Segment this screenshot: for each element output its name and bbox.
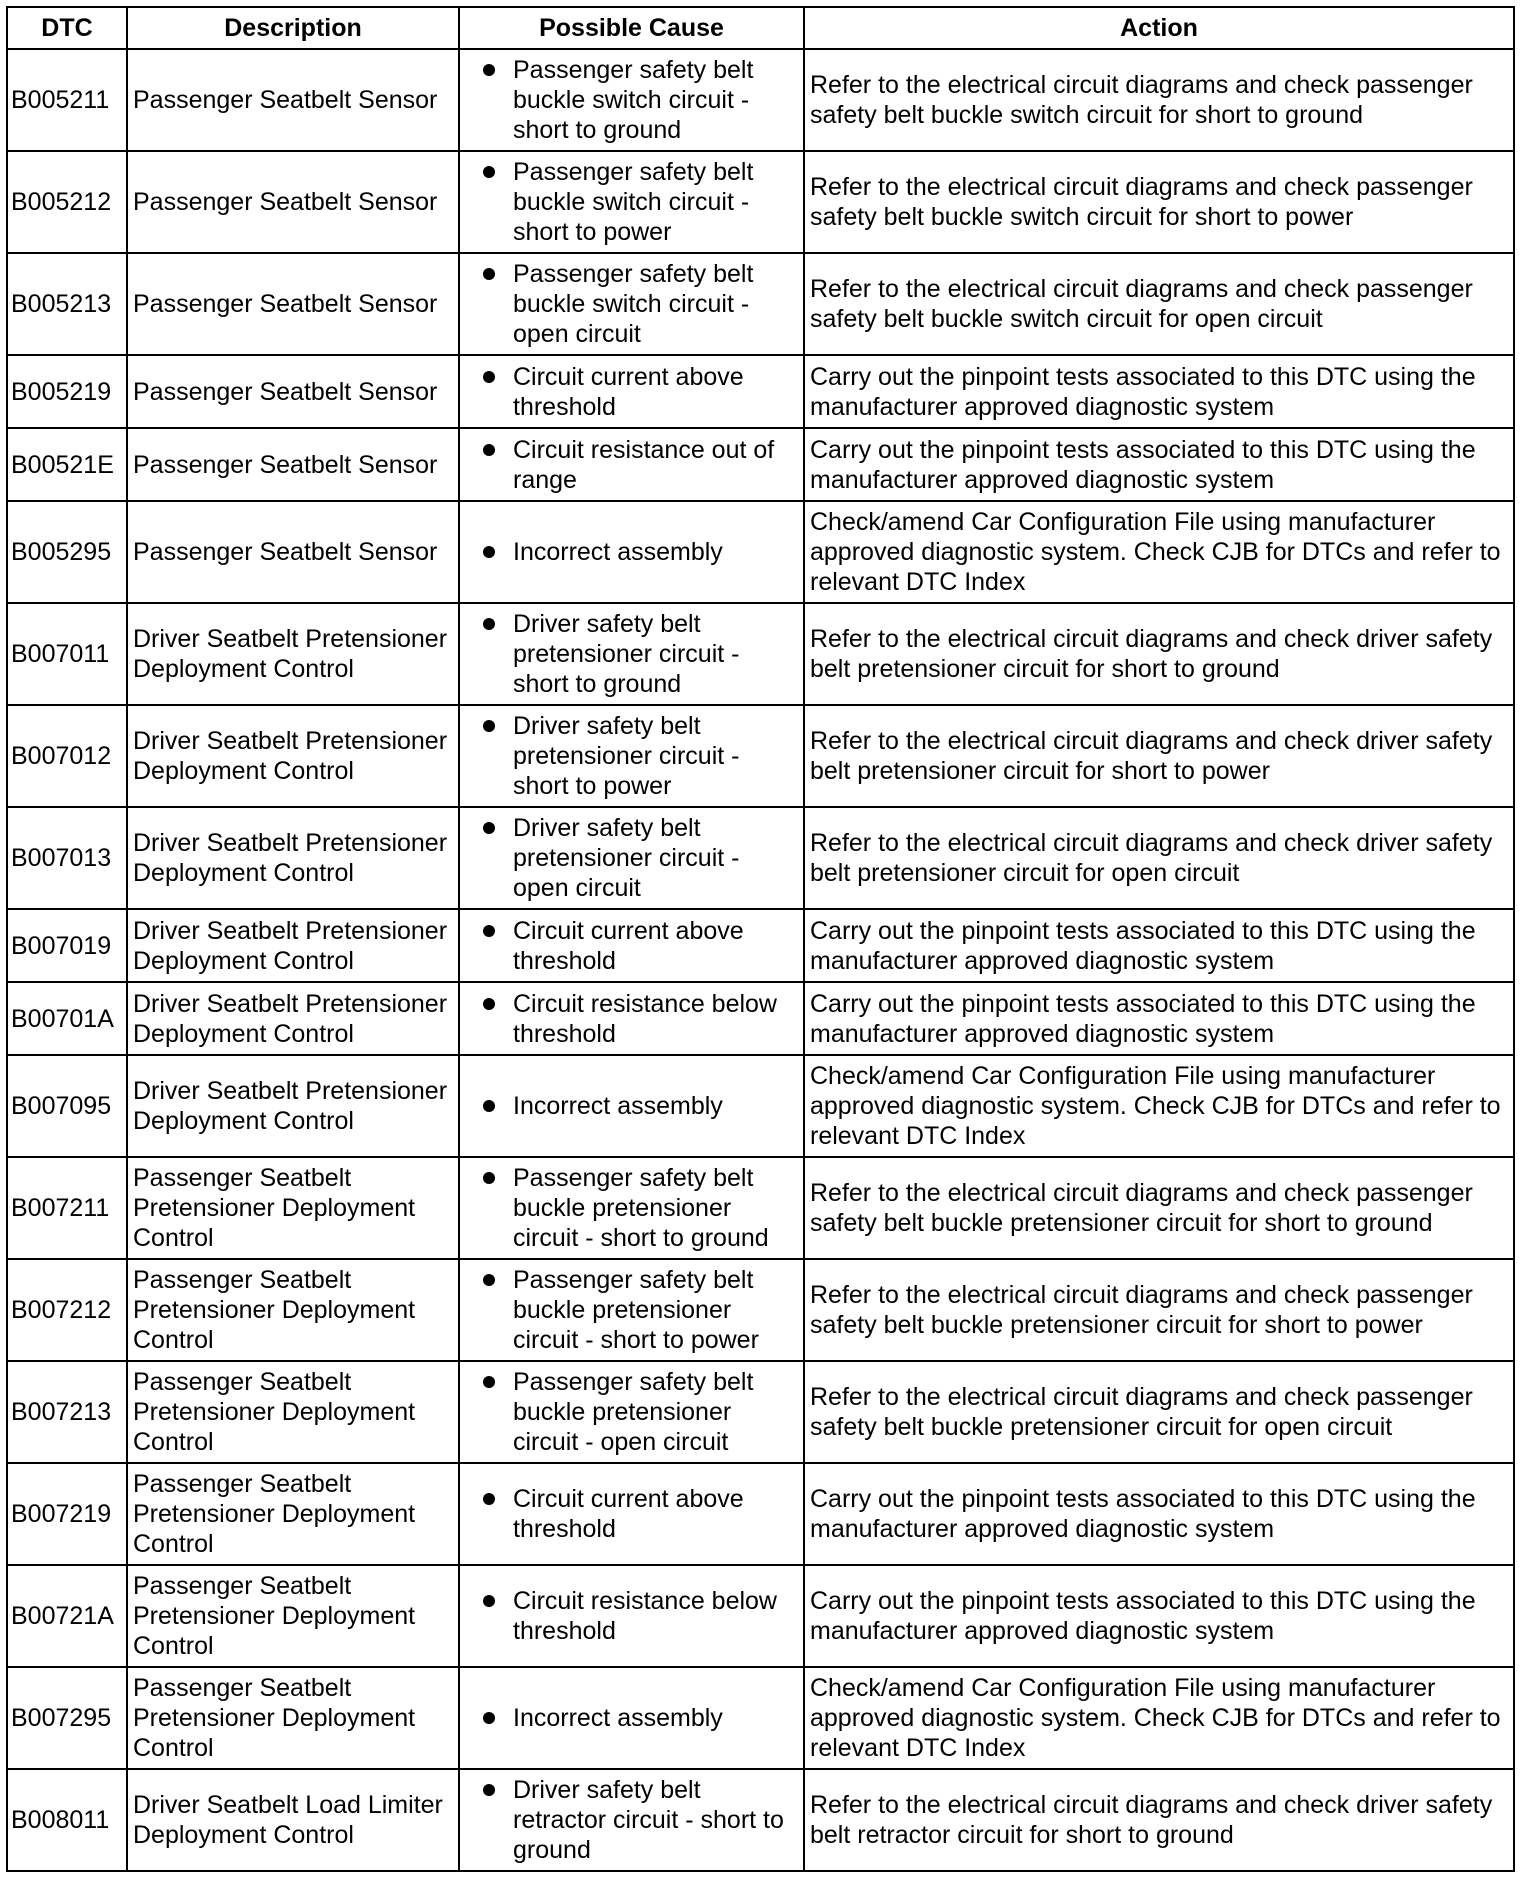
possible-cause-cell bbox=[459, 355, 804, 428]
dtc-code-cell: B007012 bbox=[7, 705, 127, 807]
possible-cause-cell bbox=[459, 501, 804, 603]
table-row bbox=[7, 807, 1514, 909]
bullet-icon bbox=[483, 925, 495, 937]
bullet-icon bbox=[483, 444, 495, 456]
action-cell: Refer to the electrical circuit diagrams and check driver safety belt pretensioner circuit for short to ground bbox=[804, 603, 1514, 705]
dtc-code-cell: B007095 bbox=[7, 1055, 127, 1157]
action-cell: Carry out the pinpoint tests associated to this DTC using the manufacturer approved diagnostic system bbox=[804, 1463, 1514, 1565]
cause-list-item bbox=[465, 1703, 798, 1733]
bullet-icon bbox=[483, 1172, 495, 1184]
bullet-icon bbox=[483, 1712, 495, 1724]
possible-cause-cell bbox=[459, 151, 804, 253]
table-row bbox=[7, 603, 1514, 705]
action-cell: Check/amend Car Configuration File using manufacturer approved diagnostic system. Check CJB for DTCs and refer to relevant DTC Index bbox=[804, 1667, 1514, 1769]
possible-cause-cell bbox=[459, 982, 804, 1055]
bullet-icon bbox=[483, 822, 495, 834]
cause-list-item bbox=[465, 813, 798, 903]
table-row bbox=[7, 1259, 1514, 1361]
action-cell: Carry out the pinpoint tests associated to this DTC using the manufacturer approved diagnostic system bbox=[804, 909, 1514, 982]
action-cell: Refer to the electrical circuit diagrams and check driver safety belt retractor circuit for short to ground bbox=[804, 1769, 1514, 1871]
bullet-icon bbox=[483, 166, 495, 178]
description-cell: Passenger Seatbelt Pretensioner Deployment Control bbox=[127, 1565, 459, 1667]
cause-text: Driver safety belt pretensioner circuit - short to ground bbox=[513, 610, 740, 698]
action-cell: Refer to the electrical circuit diagrams and check driver safety belt pretensioner circuit for open circuit bbox=[804, 807, 1514, 909]
cause-text: Driver safety belt retractor circuit - short to ground bbox=[513, 1776, 784, 1864]
possible-cause-cell bbox=[459, 603, 804, 705]
bullet-icon bbox=[483, 1595, 495, 1607]
bullet-icon bbox=[483, 720, 495, 732]
cause-list-item bbox=[465, 711, 798, 801]
table-header bbox=[7, 7, 1514, 49]
action-cell: Carry out the pinpoint tests associated to this DTC using the manufacturer approved diagnostic system bbox=[804, 1565, 1514, 1667]
cause-text: Incorrect assembly bbox=[513, 538, 723, 566]
bullet-icon bbox=[483, 1784, 495, 1796]
cause-list-item bbox=[465, 1586, 798, 1646]
cause-list-item bbox=[465, 435, 798, 495]
cause-text: Circuit resistance below threshold bbox=[513, 989, 777, 1048]
description-cell: Driver Seatbelt Load Limiter Deployment Control bbox=[127, 1769, 459, 1871]
description-cell: Driver Seatbelt Pretensioner Deployment Control bbox=[127, 705, 459, 807]
table-row bbox=[7, 1565, 1514, 1667]
header-row bbox=[7, 7, 1514, 49]
dtc-code-cell: B00701A bbox=[7, 982, 127, 1055]
cause-list-item bbox=[465, 537, 798, 567]
table-row bbox=[7, 1667, 1514, 1769]
description-cell: Driver Seatbelt Pretensioner Deployment Control bbox=[127, 1055, 459, 1157]
cause-text: Passenger safety belt buckle switch circuit - short to power bbox=[513, 158, 754, 246]
possible-cause-cell bbox=[459, 49, 804, 151]
possible-cause-cell bbox=[459, 1565, 804, 1667]
description-cell: Passenger Seatbelt Pretensioner Deployment Control bbox=[127, 1463, 459, 1565]
description-cell: Passenger Seatbelt Sensor bbox=[127, 428, 459, 501]
action-cell: Refer to the electrical circuit diagrams and check passenger safety belt buckle switch circuit for open circuit bbox=[804, 253, 1514, 355]
possible-cause-cell bbox=[459, 1157, 804, 1259]
table-row bbox=[7, 982, 1514, 1055]
cause-list-item bbox=[465, 55, 798, 145]
cause-text: Passenger safety belt buckle pretensioner circuit - short to ground bbox=[513, 1164, 769, 1252]
table-row bbox=[7, 428, 1514, 501]
possible-cause-cell bbox=[459, 1259, 804, 1361]
table-row bbox=[7, 1055, 1514, 1157]
dtc-code-cell: B005211 bbox=[7, 49, 127, 151]
cause-list-item bbox=[465, 157, 798, 247]
cause-text: Passenger safety belt buckle pretensioner circuit - open circuit bbox=[513, 1368, 754, 1456]
bullet-icon bbox=[483, 998, 495, 1010]
dtc-code-cell: B008011 bbox=[7, 1769, 127, 1871]
cause-text: Incorrect assembly bbox=[513, 1092, 723, 1120]
dtc-code-cell: B005295 bbox=[7, 501, 127, 603]
action-cell: Check/amend Car Configuration File using manufacturer approved diagnostic system. Check CJB for DTCs and refer to relevant DTC Index bbox=[804, 501, 1514, 603]
dtc-code-cell: B00521E bbox=[7, 428, 127, 501]
dtc-code-cell: B007011 bbox=[7, 603, 127, 705]
description-cell: Passenger Seatbelt Sensor bbox=[127, 355, 459, 428]
table-row bbox=[7, 355, 1514, 428]
bullet-icon bbox=[483, 1376, 495, 1388]
cause-list-item bbox=[465, 916, 798, 976]
cause-list-item bbox=[465, 1775, 798, 1865]
table-row bbox=[7, 705, 1514, 807]
cause-list-item bbox=[465, 259, 798, 349]
possible-cause-cell bbox=[459, 1667, 804, 1769]
cause-list-item bbox=[465, 362, 798, 422]
dtc-code-cell: B007019 bbox=[7, 909, 127, 982]
cause-list-item bbox=[465, 609, 798, 699]
action-cell: Refer to the electrical circuit diagrams and check driver safety belt pretensioner circuit for short to power bbox=[804, 705, 1514, 807]
possible-cause-cell bbox=[459, 807, 804, 909]
possible-cause-cell bbox=[459, 428, 804, 501]
dtc-code-cell: B007295 bbox=[7, 1667, 127, 1769]
possible-cause-cell bbox=[459, 1055, 804, 1157]
action-cell: Check/amend Car Configuration File using manufacturer approved diagnostic system. Check CJB for DTCs and refer to relevant DTC Index bbox=[804, 1055, 1514, 1157]
cause-list-item bbox=[465, 1163, 798, 1253]
cause-text: Circuit resistance below threshold bbox=[513, 1587, 777, 1645]
dtc-code-cell: B007213 bbox=[7, 1361, 127, 1463]
cause-text: Circuit resistance out of range bbox=[513, 435, 775, 494]
description-cell: Passenger Seatbelt Pretensioner Deployment Control bbox=[127, 1157, 459, 1259]
cause-text: Circuit current above threshold bbox=[513, 362, 744, 421]
table-row bbox=[7, 49, 1514, 151]
dtc-code-cell: B005213 bbox=[7, 253, 127, 355]
bullet-icon bbox=[483, 1100, 495, 1112]
action-cell: Refer to the electrical circuit diagrams and check passenger safety belt buckle pretensioner circuit for short to ground bbox=[804, 1157, 1514, 1259]
cause-list-item bbox=[465, 989, 798, 1049]
bullet-icon bbox=[483, 546, 495, 558]
action-cell: Refer to the electrical circuit diagrams and check passenger safety belt buckle pretensioner circuit for open circuit bbox=[804, 1361, 1514, 1463]
header-dtc: DTC bbox=[7, 7, 127, 49]
header-description: Description bbox=[127, 7, 459, 49]
bullet-icon bbox=[483, 1493, 495, 1505]
possible-cause-cell bbox=[459, 1769, 804, 1871]
cause-text: Driver safety belt pretensioner circuit - short to power bbox=[513, 712, 740, 800]
bullet-icon bbox=[483, 618, 495, 630]
cause-text: Passenger safety belt buckle switch circuit - short to ground bbox=[513, 56, 754, 144]
dtc-table bbox=[6, 6, 1515, 1872]
dtc-code-cell: B007211 bbox=[7, 1157, 127, 1259]
table-row bbox=[7, 253, 1514, 355]
dtc-code-cell: B005212 bbox=[7, 151, 127, 253]
possible-cause-cell bbox=[459, 1463, 804, 1565]
table-row bbox=[7, 1769, 1514, 1871]
description-cell: Driver Seatbelt Pretensioner Deployment Control bbox=[127, 909, 459, 982]
bullet-icon bbox=[483, 64, 495, 76]
possible-cause-cell bbox=[459, 253, 804, 355]
table-body bbox=[7, 49, 1514, 1871]
description-cell: Driver Seatbelt Pretensioner Deployment Control bbox=[127, 982, 459, 1055]
cause-text: Incorrect assembly bbox=[513, 1704, 723, 1732]
table-row bbox=[7, 501, 1514, 603]
possible-cause-cell bbox=[459, 909, 804, 982]
possible-cause-cell bbox=[459, 1361, 804, 1463]
description-cell: Passenger Seatbelt Sensor bbox=[127, 253, 459, 355]
cause-list-item bbox=[465, 1484, 798, 1544]
description-cell: Driver Seatbelt Pretensioner Deployment Control bbox=[127, 603, 459, 705]
table-row bbox=[7, 909, 1514, 982]
description-cell: Passenger Seatbelt Sensor bbox=[127, 49, 459, 151]
action-cell: Carry out the pinpoint tests associated to this DTC using the manufacturer approved diagnostic system bbox=[804, 428, 1514, 501]
possible-cause-cell bbox=[459, 705, 804, 807]
dtc-code-cell: B007013 bbox=[7, 807, 127, 909]
cause-text: Passenger safety belt buckle pretensioner circuit - short to power bbox=[513, 1266, 759, 1354]
cause-text: Circuit current above threshold bbox=[513, 916, 744, 975]
action-cell: Carry out the pinpoint tests associated to this DTC using the manufacturer approved diagnostic system bbox=[804, 982, 1514, 1055]
description-cell: Passenger Seatbelt Sensor bbox=[127, 151, 459, 253]
bullet-icon bbox=[483, 268, 495, 280]
cause-list-item bbox=[465, 1367, 798, 1457]
cause-text: Passenger safety belt buckle switch circuit - open circuit bbox=[513, 260, 754, 348]
table-row bbox=[7, 151, 1514, 253]
table-row bbox=[7, 1157, 1514, 1259]
action-cell: Refer to the electrical circuit diagrams and check passenger safety belt buckle switch circuit for short to power bbox=[804, 151, 1514, 253]
action-cell: Carry out the pinpoint tests associated to this DTC using the manufacturer approved diagnostic system bbox=[804, 355, 1514, 428]
description-cell: Passenger Seatbelt Pretensioner Deployment Control bbox=[127, 1259, 459, 1361]
description-cell: Passenger Seatbelt Sensor bbox=[127, 501, 459, 603]
table-row bbox=[7, 1463, 1514, 1565]
action-cell: Refer to the electrical circuit diagrams and check passenger safety belt buckle pretensioner circuit for short to power bbox=[804, 1259, 1514, 1361]
cause-list-item bbox=[465, 1265, 798, 1355]
cause-list-item bbox=[465, 1091, 798, 1121]
description-cell: Driver Seatbelt Pretensioner Deployment Control bbox=[127, 807, 459, 909]
cause-text: Circuit current above threshold bbox=[513, 1485, 744, 1543]
cause-text: Driver safety belt pretensioner circuit - open circuit bbox=[513, 814, 740, 902]
dtc-code-cell: B007219 bbox=[7, 1463, 127, 1565]
action-cell: Refer to the electrical circuit diagrams and check passenger safety belt buckle switch circuit for short to ground bbox=[804, 49, 1514, 151]
bullet-icon bbox=[483, 1274, 495, 1286]
description-cell: Passenger Seatbelt Pretensioner Deployment Control bbox=[127, 1667, 459, 1769]
table-row bbox=[7, 1361, 1514, 1463]
bullet-icon bbox=[483, 371, 495, 383]
description-cell: Passenger Seatbelt Pretensioner Deployment Control bbox=[127, 1361, 459, 1463]
dtc-code-cell: B00721A bbox=[7, 1565, 127, 1667]
dtc-code-cell: B007212 bbox=[7, 1259, 127, 1361]
header-possible-cause: Possible Cause bbox=[459, 7, 804, 49]
header-action: Action bbox=[804, 7, 1514, 49]
dtc-code-cell: B005219 bbox=[7, 355, 127, 428]
